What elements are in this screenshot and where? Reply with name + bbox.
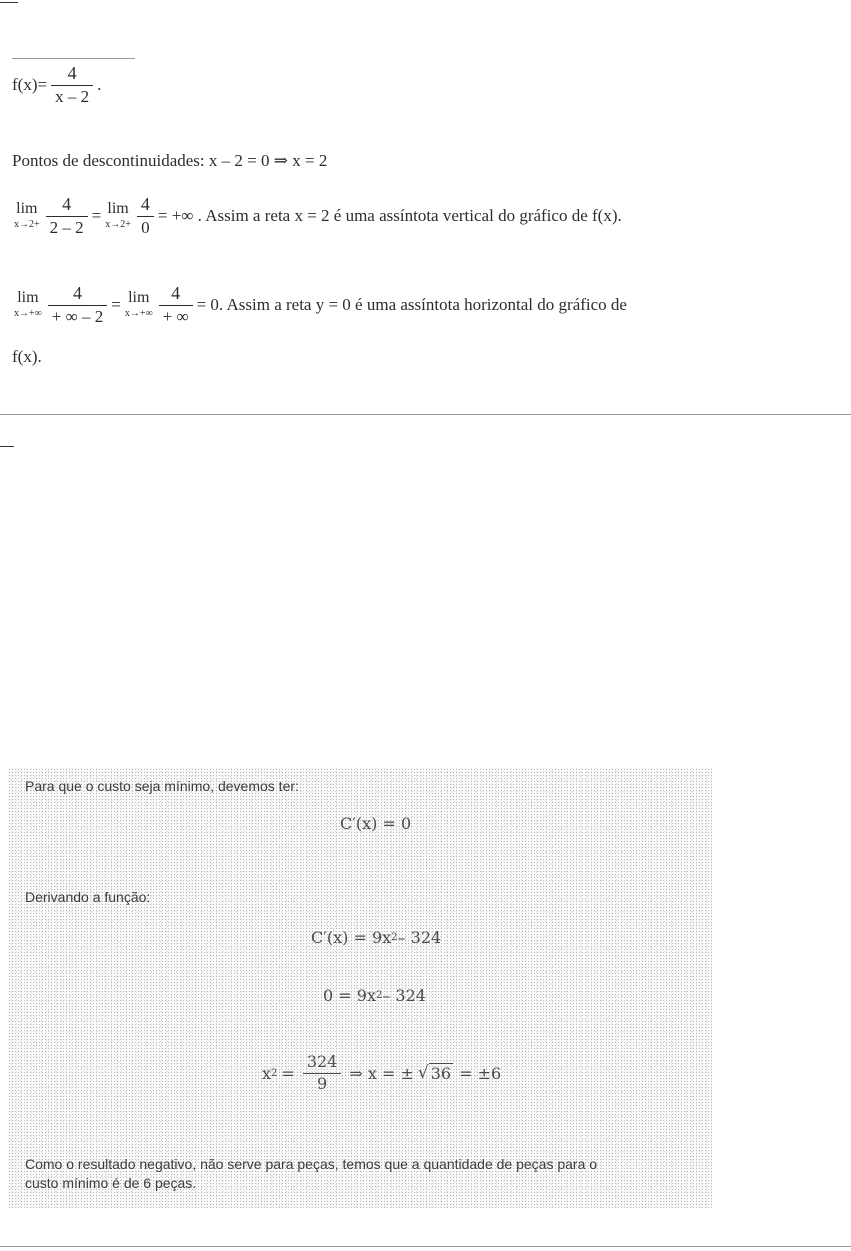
limit-operator: lim x→+∞	[124, 289, 153, 320]
equation-derivative: C′(x) = 9x 2 – 324	[311, 928, 442, 947]
function-definition	[12, 64, 101, 106]
equation-derivative-zero: C′(x) = 0	[340, 814, 412, 833]
function-fraction: $\frac{4}{x - 2}$	[51, 64, 93, 106]
square-root: √ 36	[417, 1063, 452, 1084]
conclusion-line-1: Como o resultado negativo, não serve para peças, temos que a quantidade de peças para o	[25, 1156, 598, 1172]
limit-result: = 0. Assim a reta y = 0 é uma assíntota horizontal do gráfico de	[196, 294, 627, 314]
bottom-divider	[0, 1246, 851, 1247]
top-divider	[12, 58, 135, 59]
intro-text: Para que o custo seja mínimo, devemos ter:	[25, 778, 299, 794]
section-marker	[0, 446, 14, 447]
limit-continuation: f(x).	[12, 347, 42, 366]
discontinuity-line: Pontos de descontinuidades: x – 2 = 0 ⇒ x = 2	[12, 151, 328, 170]
function-label: f(x)=	[12, 74, 48, 94]
limit-fraction: $\frac{4}{+ \infty - 2}$	[48, 284, 107, 326]
limit-operator: lim x→2+	[105, 200, 131, 231]
solve-fraction: $\frac{324}{9}$	[303, 1054, 342, 1093]
section-divider	[0, 414, 851, 415]
top-marker	[0, 2, 18, 3]
limit-fraction: $\frac{4}{2 - 2}$	[46, 195, 88, 237]
limit-fraction: $\frac{4}{+ \infty}$	[159, 284, 193, 326]
limit-operator: lim x→2+	[14, 200, 40, 231]
conclusion-line-2: custo mínimo é de 6 peças.	[25, 1175, 197, 1191]
equation-zero: 0 = 9x 2 – 324	[323, 986, 426, 1005]
deriving-label: Derivando a função:	[25, 889, 151, 905]
limit-fraction: $\frac{4}{0}$	[137, 195, 154, 237]
function-end: .	[97, 74, 102, 94]
limit-horizontal-asymptote: lim x→+∞ $\frac{4}{+ \infty - 2}$ = lim x→+∞ $\frac{4}{+ \infty}$ = 0. Assim a reta y = 0 é uma assíntota horizontal do gráfico de	[14, 283, 627, 326]
limit-operator: lim x→+∞	[14, 289, 42, 320]
limit-vertical-asymptote: lim x→2+ $\frac{4}{2 - 2}$ = lim x→2+ $\frac{4}{0}$ = +∞ . Assim a reta x = 2 é uma assíntota vertical do gráfico de f(x).	[14, 194, 622, 237]
limit-result: = +∞ . Assim a reta x = 2 é uma assíntota vertical do gráfico de f(x).	[157, 205, 622, 225]
equation-solve: x 2 = $\frac{324}{9}$ ⇒ x = ± √ 36 = ±6	[262, 1052, 502, 1093]
